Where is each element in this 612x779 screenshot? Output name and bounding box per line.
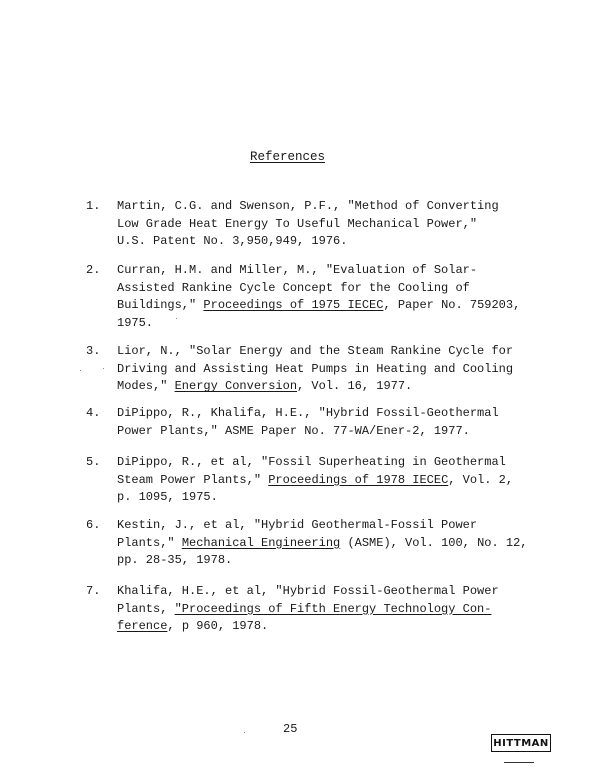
scan-speck bbox=[244, 732, 245, 733]
reference-line: Driving and Assisting Heat Pumps in Heating and Cooling bbox=[117, 361, 514, 376]
journal-title: Proceedings of 1978 IECEC bbox=[268, 472, 449, 487]
reference-text bbox=[117, 583, 509, 636]
logo-wordmark: HITTMAN bbox=[491, 734, 551, 752]
journal-title: Mechanical Engineering bbox=[181, 535, 341, 550]
reference-line: Modes," Energy Conversion, Vol. 16, 1977. bbox=[117, 379, 413, 393]
journal-title: Proceedings of 1975 IECEC bbox=[203, 298, 384, 312]
scan-speck bbox=[103, 368, 104, 369]
reference-line: p. 1095, 1975. bbox=[117, 490, 218, 504]
reference-text bbox=[117, 198, 509, 251]
reference-line: pp. 28-35, 1978. bbox=[117, 553, 233, 567]
reference-text bbox=[117, 405, 509, 440]
reference-line: U.S. Patent No. 3,950,949, 1976. bbox=[117, 234, 348, 248]
reference-line: Martin, C.G. and Swenson, P.F., "Method of Converting bbox=[117, 199, 499, 213]
reference-text bbox=[117, 517, 528, 570]
references-heading: References bbox=[250, 150, 326, 164]
reference-line: DiPippo, R., et al, "Fossil Superheating in Geothermal bbox=[117, 455, 506, 469]
reference-number: 3. bbox=[86, 344, 101, 358]
reference-line: ference, p 960, 1978. bbox=[117, 619, 269, 633]
reference-line: Curran, H.M. and Miller, M., "Evaluation of Solar- bbox=[117, 263, 478, 277]
reference-number: 2. bbox=[86, 263, 101, 277]
reference-line: Steam Power Plants," Proceedings of 1978 IECEC, Vol. 2, bbox=[117, 472, 514, 487]
reference-line: 1975. bbox=[117, 315, 154, 330]
reference-number: 7. bbox=[86, 584, 101, 598]
reference-number: 1. bbox=[86, 199, 101, 213]
reference-number: 4. bbox=[86, 406, 101, 420]
reference-line: Plants, "Proceedings of Fifth Energy Technology Con- bbox=[117, 601, 492, 616]
reference-line: Lior, N., "Solar Energy and the Steam Rankine Cycle for bbox=[117, 344, 514, 358]
journal-title: "Proceedings of Fifth Energy Technology Con- bbox=[174, 601, 492, 616]
reference-line: Buildings," Proceedings of 1975 IECEC, Paper No. 759203, bbox=[117, 298, 521, 312]
journal-title: ference bbox=[117, 619, 168, 633]
reference-line: Assisted Rankine Cycle Concept for the Cooling of bbox=[117, 280, 470, 295]
hittman-logo bbox=[491, 734, 551, 752]
journal-title: Energy Conversion bbox=[174, 379, 298, 393]
reference-line: Khalifa, H.E., et al, "Hybrid Fossil-Geothermal Power bbox=[117, 584, 499, 598]
logo-underline bbox=[504, 762, 534, 763]
reference-line: DiPippo, R., Khalifa, H.E., "Hybrid Fossil-Geothermal bbox=[117, 406, 499, 420]
reference-line: Power Plants," ASME Paper No. 77-WA/Ener-2, 1977. bbox=[117, 423, 470, 438]
reference-line: Kestin, J., et al, "Hybrid Geothermal-Fossil Power bbox=[117, 518, 478, 532]
reference-text bbox=[117, 262, 521, 332]
page-number: 25 bbox=[283, 722, 298, 736]
scan-speck bbox=[80, 370, 81, 371]
reference-text bbox=[117, 454, 514, 507]
reference-number: 6. bbox=[86, 518, 101, 532]
reference-line: Low Grade Heat Energy To Useful Mechanical Power," bbox=[117, 216, 478, 231]
reference-text bbox=[117, 343, 514, 396]
scan-speck bbox=[176, 318, 177, 319]
reference-line: Plants," Mechanical Engineering (ASME), Vol. 100, No. 12, bbox=[117, 535, 528, 550]
reference-number: 5. bbox=[86, 455, 101, 469]
